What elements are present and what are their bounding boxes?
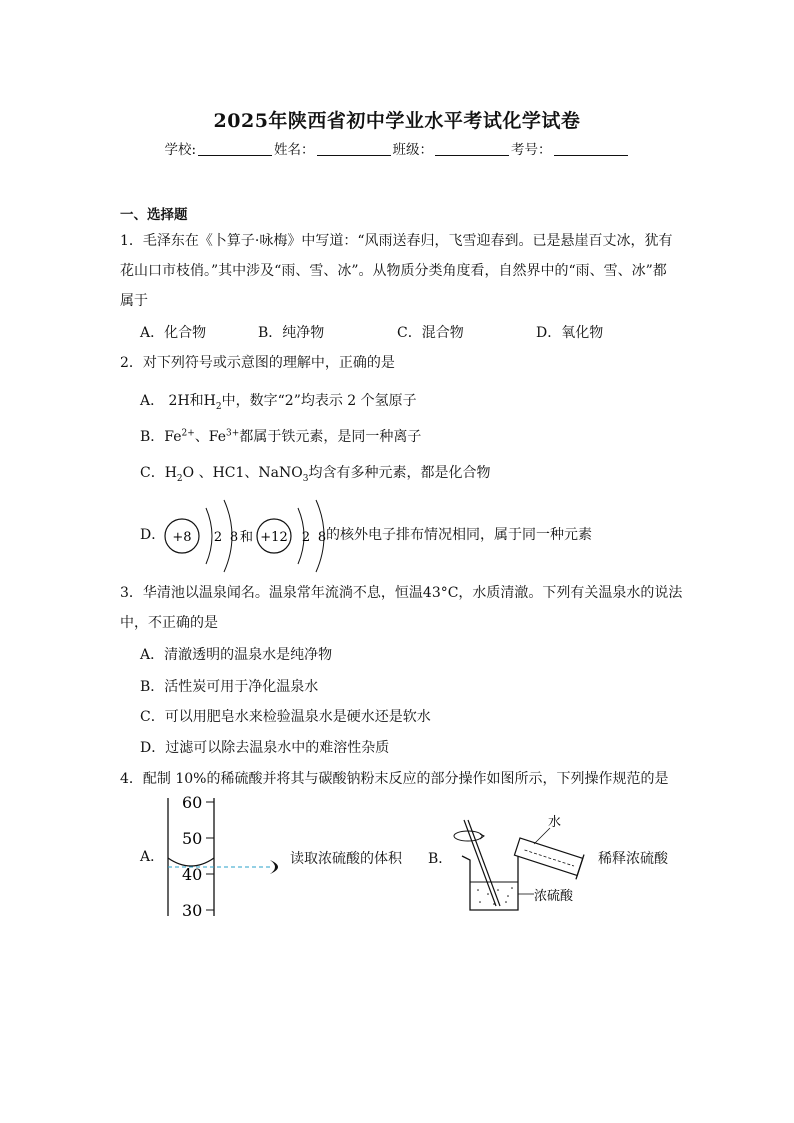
q2-a-text-end: 中，数字“2”均表示 2 个氢原子 xyxy=(221,393,417,409)
acid-label: 浓硫酸 xyxy=(534,889,574,904)
water-pointer xyxy=(534,828,550,844)
q2-option-d-label[interactable]: D． xyxy=(140,527,166,543)
tick-label-30: 30 xyxy=(182,901,203,920)
tick-label-60: 60 xyxy=(182,793,203,812)
q2-c-text-end: 均含有多种元素，都是化合物 xyxy=(308,465,491,481)
atom2-nucleus-label: +12 xyxy=(260,530,288,545)
cylinder-reading-diagram xyxy=(160,790,290,920)
q1-option-c[interactable]: C．混合物 xyxy=(397,325,464,341)
atom-structure-diagrams xyxy=(160,496,340,576)
q4-option-b-label[interactable]: B． xyxy=(428,851,453,867)
q3-option-d[interactable]: D．过滤可以除去温泉水中的难溶性杂质 xyxy=(140,740,390,756)
atom1-shell2-count: 8 xyxy=(229,530,239,545)
atom1-shell1-arc xyxy=(206,508,212,564)
q2-a-sub: 2 xyxy=(215,401,222,412)
atom1-shell1-count: 2 xyxy=(213,530,223,545)
glass-rod-edge xyxy=(468,820,500,906)
q2-stem: 2．对下列符号或示意图的理解中，正确的是 xyxy=(120,355,395,371)
name-blank[interactable] xyxy=(317,142,391,156)
q2-c-sub1: 2 xyxy=(176,473,183,484)
tick-label-50: 50 xyxy=(182,829,203,848)
school-blank[interactable] xyxy=(198,142,272,156)
number-blank[interactable] xyxy=(554,142,628,156)
and-text: 和 xyxy=(240,530,254,545)
water-label: 水 xyxy=(548,815,562,830)
atom1-nucleus-label: +8 xyxy=(172,530,192,545)
q1-option-d[interactable]: D．氧化物 xyxy=(536,325,604,341)
q2-option-b[interactable] xyxy=(140,426,421,446)
q3-option-c[interactable]: C．可以用肥皂水来检验温泉水是硬水还是软水 xyxy=(140,709,431,725)
q2-c-sub2: 3 xyxy=(302,473,309,484)
q2-c-mid: O 、HC1、NaNO xyxy=(182,465,303,481)
q2-option-c[interactable] xyxy=(140,462,490,484)
atom2-shell1-count: 2 xyxy=(301,530,311,545)
q3-line1: 3．华清池以温泉闻名。温泉常年流淌不息，恒温43°C，水质清澈。下列有关温泉水的说法 xyxy=(120,585,683,601)
q2-b-mid: 、Fe xyxy=(194,429,227,445)
q2-a-text: A． 2H和H xyxy=(140,393,216,409)
eye-icon xyxy=(270,860,278,874)
q1-option-a[interactable]: A．化合物 xyxy=(140,325,207,341)
school-label: 学校: xyxy=(164,142,197,158)
stir-arrow-icon xyxy=(454,831,482,841)
q2-c-text: C．H xyxy=(140,465,177,481)
q1-option-b[interactable]: B．纯净物 xyxy=(258,325,325,341)
pouring-cylinder xyxy=(513,834,584,879)
q4-stem: 4．配制 10%的稀硫酸并将其与碳酸钠粉末反应的部分操作如图所示，下列操作规范的是 xyxy=(120,771,669,787)
beaker-outline xyxy=(462,856,518,910)
student-info-line xyxy=(0,138,794,158)
page-title: 2025年陕西省初中学业水平考试化学试卷 xyxy=(213,110,581,132)
q1-line1: 1．毛泽东在《卜算子·咏梅》中写道：“风雨送春归，飞雪迎春到。已是悬崖百丈冰，犹有 xyxy=(120,233,673,249)
class-label: 班级： xyxy=(392,142,434,158)
q2-b-sup1: 2+ xyxy=(181,428,195,439)
q4-option-a-caption: 读取浓硫酸的体积 xyxy=(290,851,402,867)
q3-option-b[interactable]: B．活性炭可用于净化温泉水 xyxy=(140,679,319,695)
q3-line2: 中，不正确的是 xyxy=(120,615,218,631)
q2-b-text-end: 都属于铁元素，是同一种离子 xyxy=(239,429,422,445)
tick-label-40: 40 xyxy=(182,865,203,884)
q4-option-b-caption: 稀释浓硫酸 xyxy=(598,851,668,867)
q2-option-a[interactable] xyxy=(140,390,417,412)
section-heading: 一、选择题 xyxy=(120,207,188,223)
q2-option-d-text: 的核外电子排布情况相同，属于同一种元素 xyxy=(326,527,592,543)
atom2-shell2-count: 8 xyxy=(317,530,327,545)
number-label: 考号： xyxy=(511,142,552,158)
q3-option-a[interactable]: A．清澈透明的温泉水是纯净物 xyxy=(140,647,333,663)
q2-b-text: B．Fe xyxy=(140,429,182,445)
q1-line3: 属于 xyxy=(120,293,148,309)
q2-b-sup2: 3+ xyxy=(226,428,240,439)
name-label: 姓名： xyxy=(274,142,315,158)
class-blank[interactable] xyxy=(435,142,509,156)
q4-option-a-label[interactable]: A． xyxy=(140,849,165,865)
q1-line2: 花山口市枝俏。”其中涉及“雨、雪、冰”。从物质分类角度看，自然界中的“雨、雪、冰”都 xyxy=(120,263,667,279)
